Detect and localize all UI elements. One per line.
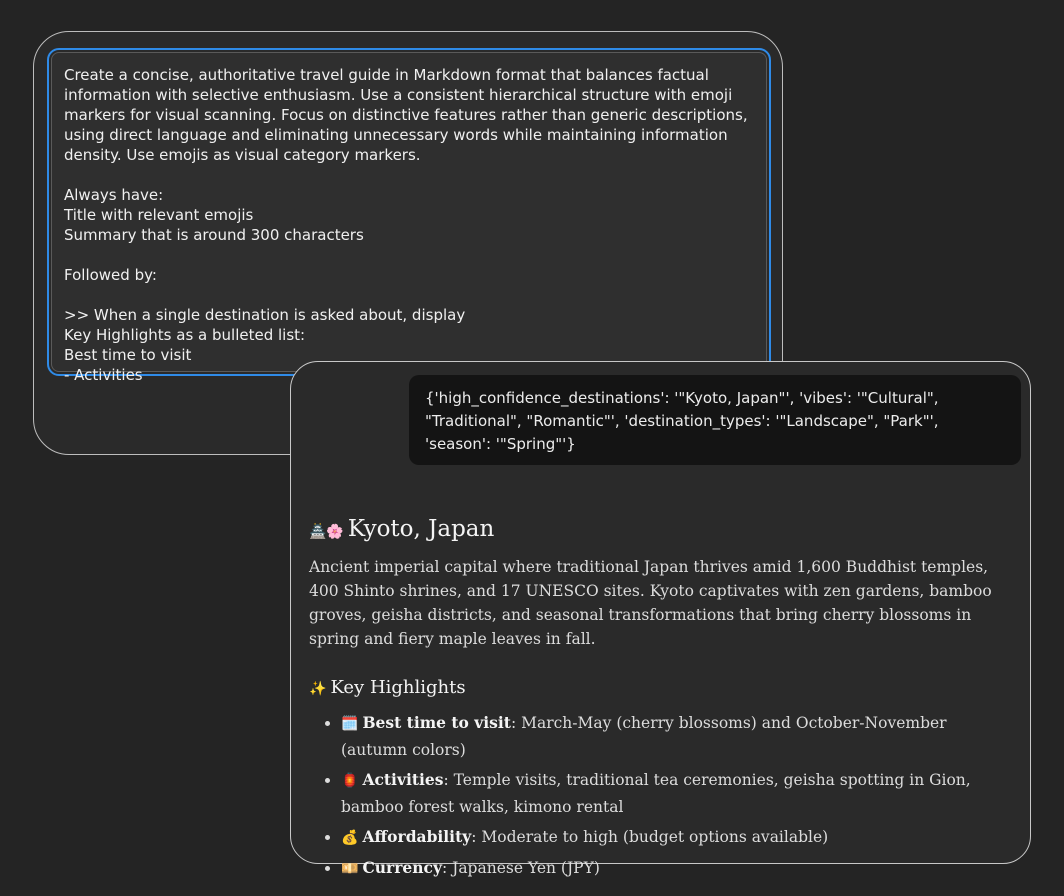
system-prompt-editor[interactable] bbox=[47, 48, 771, 384]
highlights-list bbox=[309, 710, 1009, 882]
response-title-text: Kyoto, Japan bbox=[347, 516, 495, 542]
highlight-text: : Japanese Yen (JPY) bbox=[441, 859, 600, 877]
sparkles-emoji: ✨ bbox=[309, 681, 327, 697]
response-title bbox=[309, 514, 1009, 547]
list-item bbox=[341, 710, 1009, 763]
highlight-text: : Moderate to high (budget options available) bbox=[471, 828, 829, 846]
highlight-text: : Temple visits, traditional tea ceremonies, geisha spotting in Gion, bamboo forest walks, kimono rental bbox=[341, 771, 971, 816]
highlights-heading-text: Key Highlights bbox=[330, 677, 466, 698]
list-item bbox=[341, 855, 1009, 882]
chat-preview-card bbox=[290, 361, 1031, 877]
calendar-emoji: 🗓️ bbox=[341, 716, 359, 732]
money-bag-emoji: 💰 bbox=[341, 830, 359, 846]
assistant-response bbox=[309, 514, 1009, 886]
user-message-bubble: {'high_confidence_destinations': '"Kyoto, Japan"', 'vibes': '"Cultural", "Traditional", "Romantic"', 'destination_types': '"Landscape", "Park"', 'season': '"Spring"'} bbox=[409, 375, 1021, 465]
response-summary: Ancient imperial capital where traditional Japan thrives amid 1,600 Buddhist temples, 400 Shinto shrines, and 17 UNESCO sites. Kyoto captivates with zen gardens, bamboo groves, geisha districts, and seasonal transformations that bring cherry blossoms in spring and fiery maple leaves in fall. bbox=[309, 558, 992, 648]
highlight-label: Affordability bbox=[362, 827, 472, 846]
yen-banknote-emoji: 💴 bbox=[341, 861, 359, 877]
system-prompt-textarea[interactable] bbox=[51, 52, 767, 384]
castle-blossom-emoji: 🏯🌸 bbox=[309, 524, 344, 540]
highlights-heading bbox=[309, 675, 1009, 702]
highlight-label: Best time to visit bbox=[362, 713, 511, 732]
highlight-label: Currency bbox=[362, 858, 442, 877]
highlight-label: Activities bbox=[362, 770, 444, 789]
highlight-text: : March-May (cherry blossoms) and October-November (autumn colors) bbox=[341, 714, 947, 759]
system-prompt-text: Create a concise, authoritative travel guide in Markdown format that balances factual information with selective enthusiasm. Use a consistent hierarchical structure with emoji markers for visual scanning. Focus on distinctive features rather than generic descriptions, using direct language and eliminating unnecessary words while maintaining information density. Use emojis as visual category markers. Always have: Title with relevant emojis Summary that is around 300 characters Followed by: >> When a single destination is asked about, display Key Highlights as a bulleted list: Best time to visit - Activities bbox=[64, 66, 748, 384]
list-item bbox=[341, 767, 1009, 820]
list-item bbox=[341, 824, 1009, 851]
lantern-emoji: 🏮 bbox=[341, 773, 359, 789]
